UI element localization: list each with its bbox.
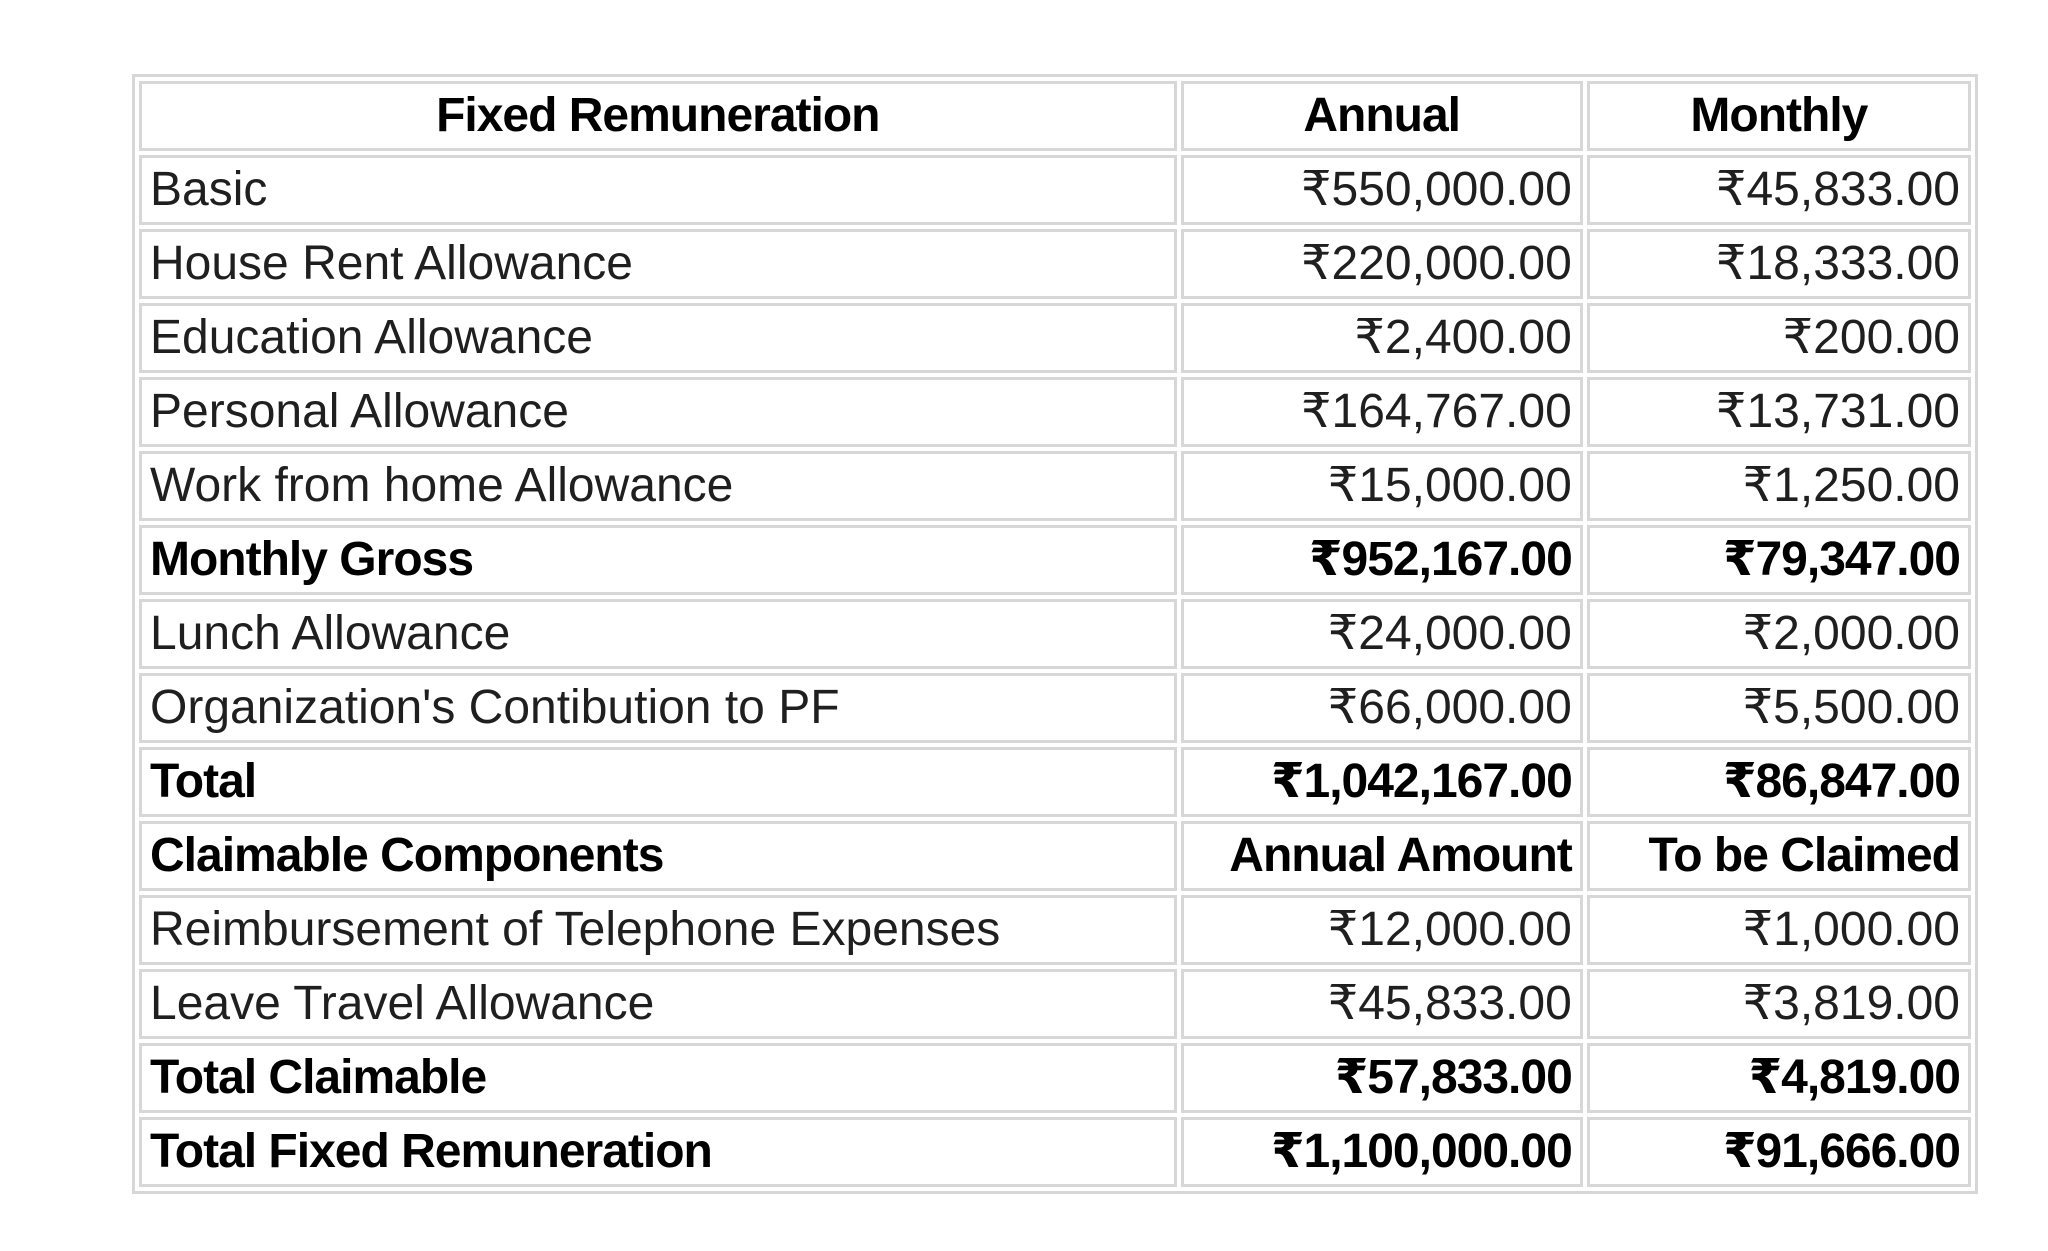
table-row-total	[139, 747, 1971, 817]
row-annual: ₹220,000.00	[1181, 229, 1583, 299]
row-label: Total Fixed Remuneration	[139, 1117, 1177, 1187]
row-annual: ₹952,167.00	[1181, 525, 1583, 595]
row-label: Personal Allowance	[139, 377, 1177, 447]
row-label: Education Allowance	[139, 303, 1177, 373]
row-monthly: ₹2,000.00	[1587, 599, 1971, 669]
row-annual: ₹2,400.00	[1181, 303, 1583, 373]
table-row-total-fixed-remuneration	[139, 1117, 1971, 1187]
row-monthly: ₹13,731.00	[1587, 377, 1971, 447]
section-annual-amount-header: Annual Amount	[1181, 821, 1583, 891]
row-monthly: ₹4,819.00	[1587, 1043, 1971, 1113]
row-annual: ₹66,000.00	[1181, 673, 1583, 743]
row-monthly: ₹18,333.00	[1587, 229, 1971, 299]
row-monthly: ₹3,819.00	[1587, 969, 1971, 1039]
row-monthly: ₹5,500.00	[1587, 673, 1971, 743]
row-label: Organization's Contibution to PF	[139, 673, 1177, 743]
row-label: Work from home Allowance	[139, 451, 1177, 521]
table-row-pf-contribution	[139, 673, 1971, 743]
row-monthly: ₹86,847.00	[1587, 747, 1971, 817]
table-header-row	[139, 81, 1971, 151]
row-annual: ₹57,833.00	[1181, 1043, 1583, 1113]
row-annual: ₹24,000.00	[1181, 599, 1583, 669]
row-annual: ₹550,000.00	[1181, 155, 1583, 225]
table-section-claimable-components	[139, 821, 1971, 891]
section-label: Claimable Components	[139, 821, 1177, 891]
row-label: Total	[139, 747, 1177, 817]
table-row-education-allowance	[139, 303, 1971, 373]
row-annual: ₹45,833.00	[1181, 969, 1583, 1039]
row-label: Leave Travel Allowance	[139, 969, 1177, 1039]
row-label: House Rent Allowance	[139, 229, 1177, 299]
remuneration-table	[135, 77, 1975, 1191]
row-monthly: ₹1,250.00	[1587, 451, 1971, 521]
table-row-work-from-home-allowance	[139, 451, 1971, 521]
row-label: Basic	[139, 155, 1177, 225]
cropped-text-fragment	[150, 0, 1150, 2]
table-row-leave-travel-allowance	[139, 969, 1971, 1039]
header-monthly: Monthly	[1587, 81, 1971, 151]
row-monthly: ₹91,666.00	[1587, 1117, 1971, 1187]
row-label: Total Claimable	[139, 1043, 1177, 1113]
row-annual: ₹1,100,000.00	[1181, 1117, 1583, 1187]
row-annual: ₹12,000.00	[1181, 895, 1583, 965]
remuneration-table-container	[132, 74, 1978, 1194]
header-fixed-remuneration: Fixed Remuneration	[139, 81, 1177, 151]
row-monthly: ₹45,833.00	[1587, 155, 1971, 225]
row-annual: ₹15,000.00	[1181, 451, 1583, 521]
section-to-be-claimed-header: To be Claimed	[1587, 821, 1971, 891]
table-row-lunch-allowance	[139, 599, 1971, 669]
table-row-monthly-gross	[139, 525, 1971, 595]
row-monthly: ₹79,347.00	[1587, 525, 1971, 595]
row-annual: ₹164,767.00	[1181, 377, 1583, 447]
table-row-basic	[139, 155, 1971, 225]
row-label: Lunch Allowance	[139, 599, 1177, 669]
row-annual: ₹1,042,167.00	[1181, 747, 1583, 817]
table-row-house-rent-allowance	[139, 229, 1971, 299]
row-monthly: ₹1,000.00	[1587, 895, 1971, 965]
table-row-telephone-reimbursement	[139, 895, 1971, 965]
table-row-personal-allowance	[139, 377, 1971, 447]
table-row-total-claimable	[139, 1043, 1971, 1113]
row-monthly: ₹200.00	[1587, 303, 1971, 373]
header-annual: Annual	[1181, 81, 1583, 151]
row-label: Monthly Gross	[139, 525, 1177, 595]
row-label: Reimbursement of Telephone Expenses	[139, 895, 1177, 965]
